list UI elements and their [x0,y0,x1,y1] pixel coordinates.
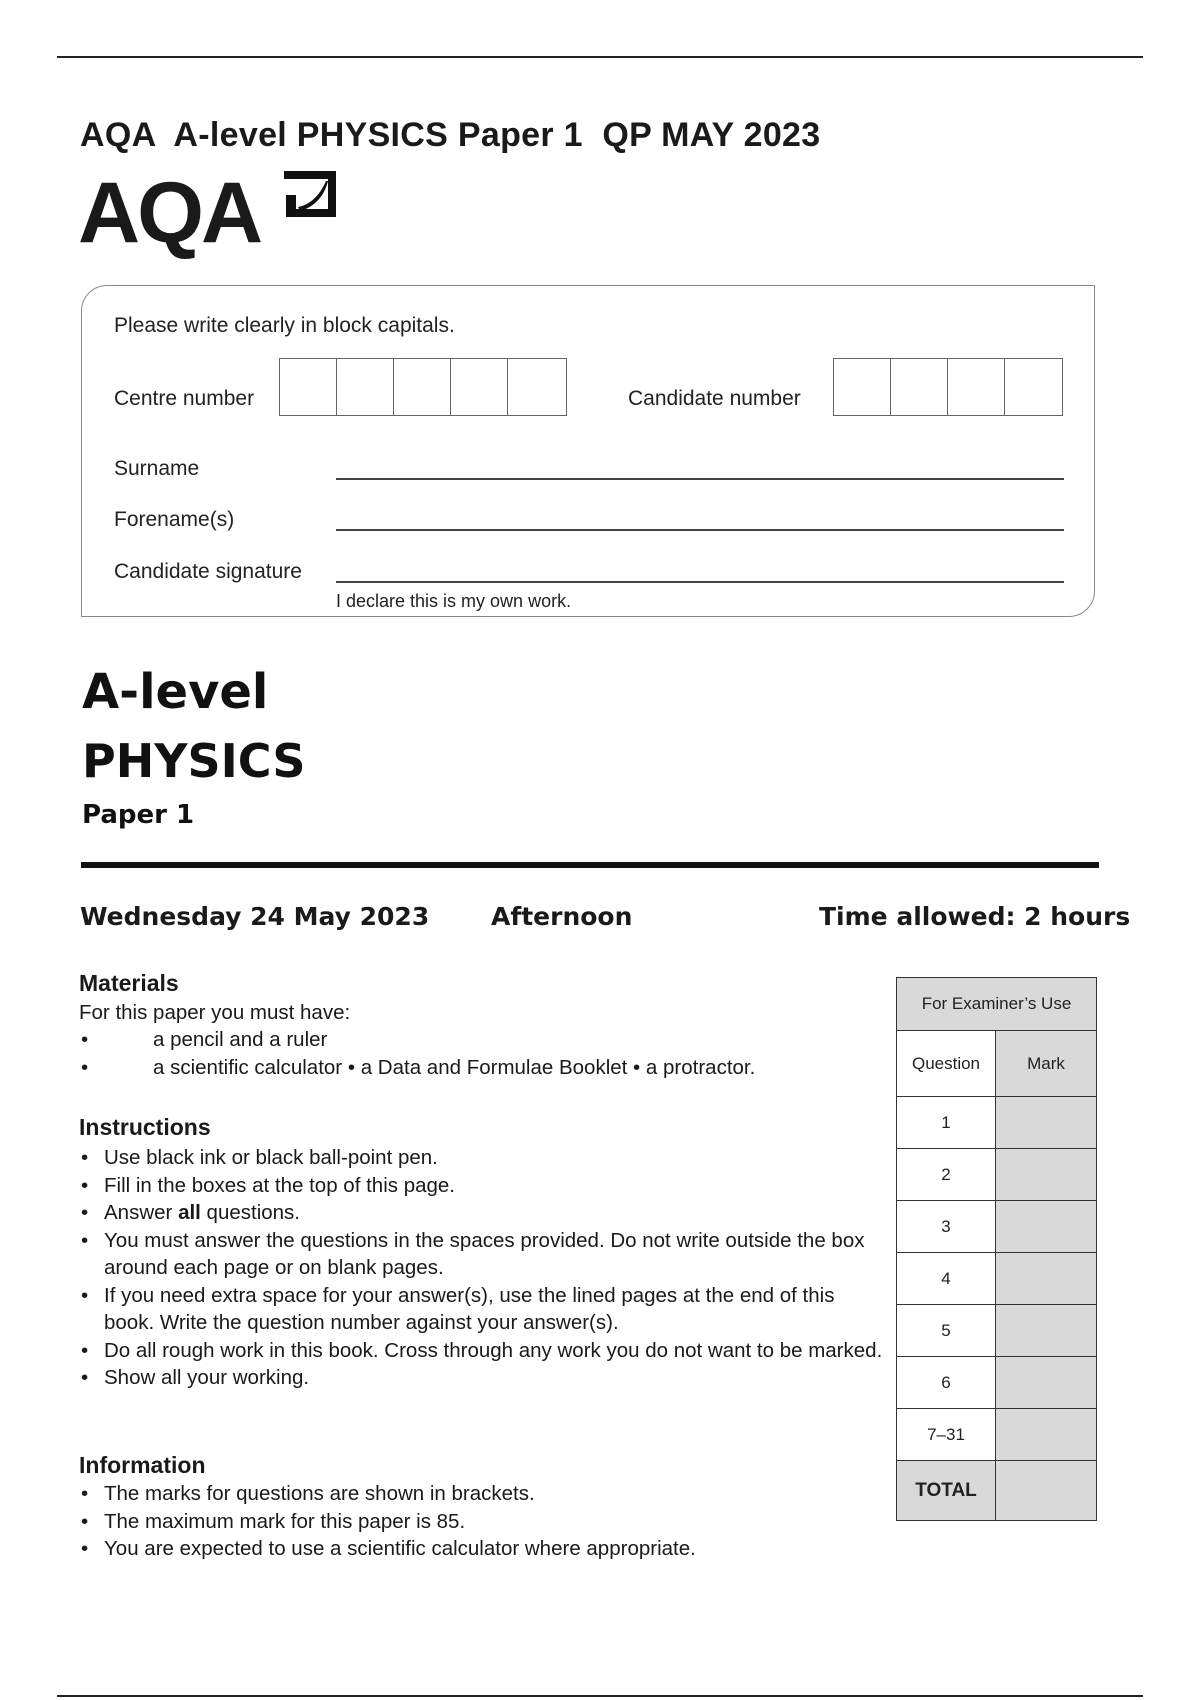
candidate-digit-box[interactable] [948,359,1005,415]
paper-number: Paper 1 [82,800,195,830]
signature-line[interactable] [336,581,1064,583]
block-capitals-instruction: Please write clearly in block capitals. [114,314,455,337]
list-item: • a scientific calculator • a Data and Formulae Booklet • a protractor. [81,1055,756,1079]
mark-cell [996,1097,1097,1149]
centre-number-boxes[interactable] [279,358,567,416]
centre-number-label: Centre number [114,387,255,410]
list-item: • Do all rough work in this book. Cross through any work you do not want to be marked. [81,1338,883,1362]
question-number: 1 [897,1097,996,1149]
surname-line[interactable] [336,478,1064,480]
centre-digit-box[interactable] [451,359,508,415]
logo-text: AQA [78,165,261,261]
centre-digit-box[interactable] [280,359,337,415]
exam-date: Wednesday 24 May 2023 [80,902,430,931]
candidate-digit-box[interactable] [891,359,948,415]
centre-digit-box[interactable] [394,359,451,415]
mark-cell [996,1149,1097,1201]
candidate-digit-box[interactable] [1005,359,1062,415]
centre-digit-box[interactable] [508,359,565,415]
list-item: • If you need extra space for your answer(s), use the lined pages at the end of this book. Write the question number against your answer(s). [81,1283,835,1334]
exam-session: Afternoon [491,902,633,931]
document-title: AQA A-level PHYSICS Paper 1 QP MAY 2023 [80,116,821,154]
mark-cell [996,1253,1097,1305]
signature-label: Candidate signature [114,560,302,583]
mark-cell [996,1201,1097,1253]
time-allowed: Time allowed: 2 hours [819,902,1131,931]
top-rule [57,56,1143,58]
centre-digit-box[interactable] [337,359,394,415]
materials-intro: For this paper you must have: [79,1001,351,1024]
aqa-logo [78,165,348,261]
question-column-header: Question [897,1031,996,1097]
list-item: • Answer all questions. [81,1201,301,1224]
surname-label: Surname [114,457,200,480]
candidate-number-boxes[interactable] [833,358,1063,416]
question-number: 3 [897,1201,996,1253]
question-number: 5 [897,1305,996,1357]
list-item: • The maximum mark for this paper is 85. [81,1509,466,1533]
examiner-table-title: For Examiner’s Use [897,978,1097,1031]
subject-name: PHYSICS [82,734,306,788]
total-mark-cell [996,1461,1097,1521]
declaration-text: I declare this is my own work. [336,591,572,611]
instructions-list [79,1144,899,1392]
list-item: • Show all your working. [81,1366,310,1389]
materials-heading: Materials [79,970,179,996]
subject-level: A-level [82,664,269,720]
information-heading: Information [79,1452,206,1478]
emphasis-all: all [178,1201,201,1224]
materials-list [79,1026,755,1081]
instructions-heading: Instructions [79,1114,211,1140]
list-item: • You are expected to use a scientific calculator where appropriate. [81,1537,696,1560]
list-item: • Use black ink or black ball-point pen. [81,1146,438,1169]
question-number: 6 [897,1357,996,1409]
question-number: 4 [897,1253,996,1305]
section-divider [81,862,1099,868]
question-number: 7–31 [897,1409,996,1461]
logo-mark-icon [280,165,340,225]
total-label: TOTAL [897,1461,996,1521]
information-list [79,1480,696,1563]
list-item: • a pencil and a ruler [81,1028,328,1051]
bottom-rule [57,1695,1143,1697]
forenames-line[interactable] [336,529,1064,531]
question-number: 2 [897,1149,996,1201]
list-item: • You must answer the questions in the spaces provided. Do not write outside the box around each page or on blank pages. [81,1228,865,1279]
examiner-use-table [896,977,1097,1521]
mark-cell [996,1409,1097,1461]
mark-column-header: Mark [996,1031,1097,1097]
candidate-number-label: Candidate number [628,387,801,410]
mark-cell [996,1357,1097,1409]
mark-cell [996,1305,1097,1357]
forenames-label: Forename(s) [114,508,235,531]
list-item: • Fill in the boxes at the top of this page. [81,1173,455,1197]
candidate-digit-box[interactable] [834,359,891,415]
list-item: • The marks for questions are shown in brackets. [81,1482,535,1505]
